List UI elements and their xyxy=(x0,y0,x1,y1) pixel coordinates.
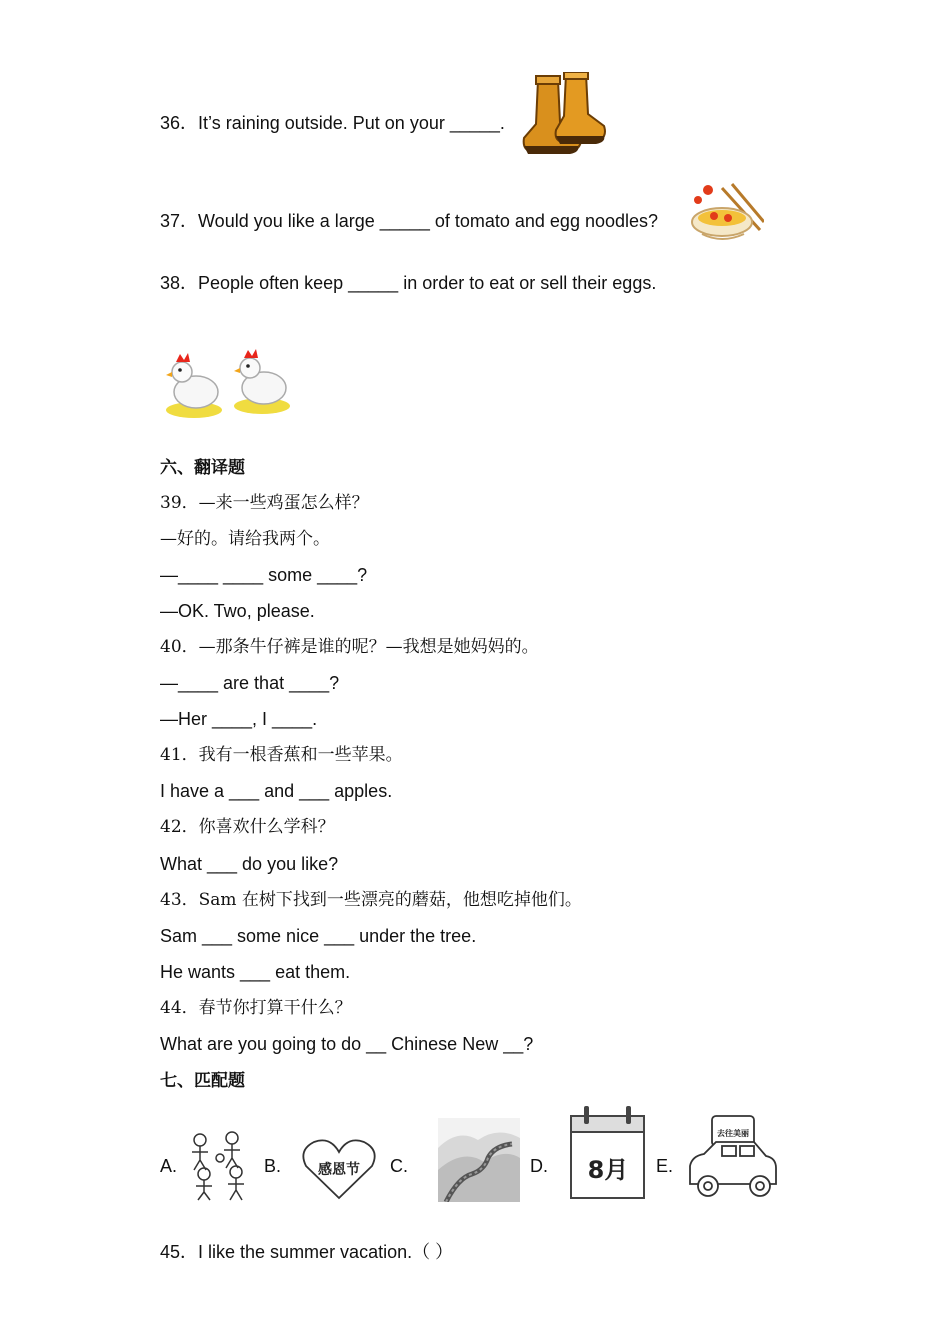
hen-right xyxy=(234,349,290,414)
option-b-label: B. xyxy=(264,1156,282,1176)
children-playing-image xyxy=(182,1128,252,1202)
question-41-english: I have a ___ and ___ apples. xyxy=(160,781,393,801)
question-43-english-1: Sam ___ some nice ___ under the tree. xyxy=(160,926,477,946)
section-6-title: 六、翻译题 xyxy=(160,458,245,478)
hen-left xyxy=(166,353,222,418)
question-44-chinese: 44．春节你打算干什么？ xyxy=(160,998,352,1018)
question-37: 37．Would you like a large _____ of tomato and egg noodles? xyxy=(160,211,659,231)
question-41-chinese: 41．我有一根香蕉和一些苹果。 xyxy=(160,745,403,765)
question-39-english-1: —____ ____ some ____? xyxy=(160,565,368,585)
question-43-english-2: He wants ___ eat them. xyxy=(160,962,351,982)
question-43-chinese: 43．Sam 在树下找到一些漂亮的蘑菇，他想吃掉他们。 xyxy=(160,890,582,910)
heart-text: 感恩节 xyxy=(318,1162,360,1178)
hens-image xyxy=(162,348,296,420)
option-c-label: C. xyxy=(390,1156,408,1176)
question-42-english: What ___ do you like? xyxy=(160,854,339,874)
question-42-chinese: 42．你喜欢什么学科？ xyxy=(160,817,335,837)
question-39-chinese: 39．—来一些鸡蛋怎么样？ xyxy=(160,493,369,513)
question-39-chinese-reply: —好的。请给我两个。 xyxy=(160,529,330,549)
calendar-text: 8月 xyxy=(587,1156,629,1184)
car-sign-text: 去往美丽 xyxy=(717,1129,749,1138)
boots-image xyxy=(518,72,608,158)
thanksgiving-heart-image xyxy=(300,1136,378,1202)
question-40-english-2: —Her ____, I ____. xyxy=(160,709,318,729)
section-7-title: 七、匹配题 xyxy=(160,1071,245,1091)
question-40-english-1: —____ are that ____? xyxy=(160,673,340,693)
question-39-english-2: —OK. Two, please. xyxy=(160,601,315,621)
question-44-english: What are you going to do __ Chinese New __? xyxy=(160,1034,534,1054)
great-wall-image xyxy=(438,1118,520,1202)
question-38: 38．People often keep _____ in order to eat or sell their eggs. xyxy=(160,273,657,293)
option-a-label: A. xyxy=(160,1156,178,1176)
boot-right xyxy=(556,72,605,144)
option-e-label: E. xyxy=(656,1156,674,1176)
calendar-august-image xyxy=(568,1104,648,1202)
question-40-chinese: 40．—那条牛仔裤是谁的呢？—我想是她妈妈的。 xyxy=(160,637,539,657)
option-d-label: D. xyxy=(530,1156,548,1176)
question-45: 45．I like the summer vacation.（ ） xyxy=(160,1242,454,1262)
question-36: 36．It’s raining outside. Put on your _____. xyxy=(160,113,505,133)
noodles-bowl-image xyxy=(688,182,764,246)
car-trip-image xyxy=(682,1112,780,1202)
